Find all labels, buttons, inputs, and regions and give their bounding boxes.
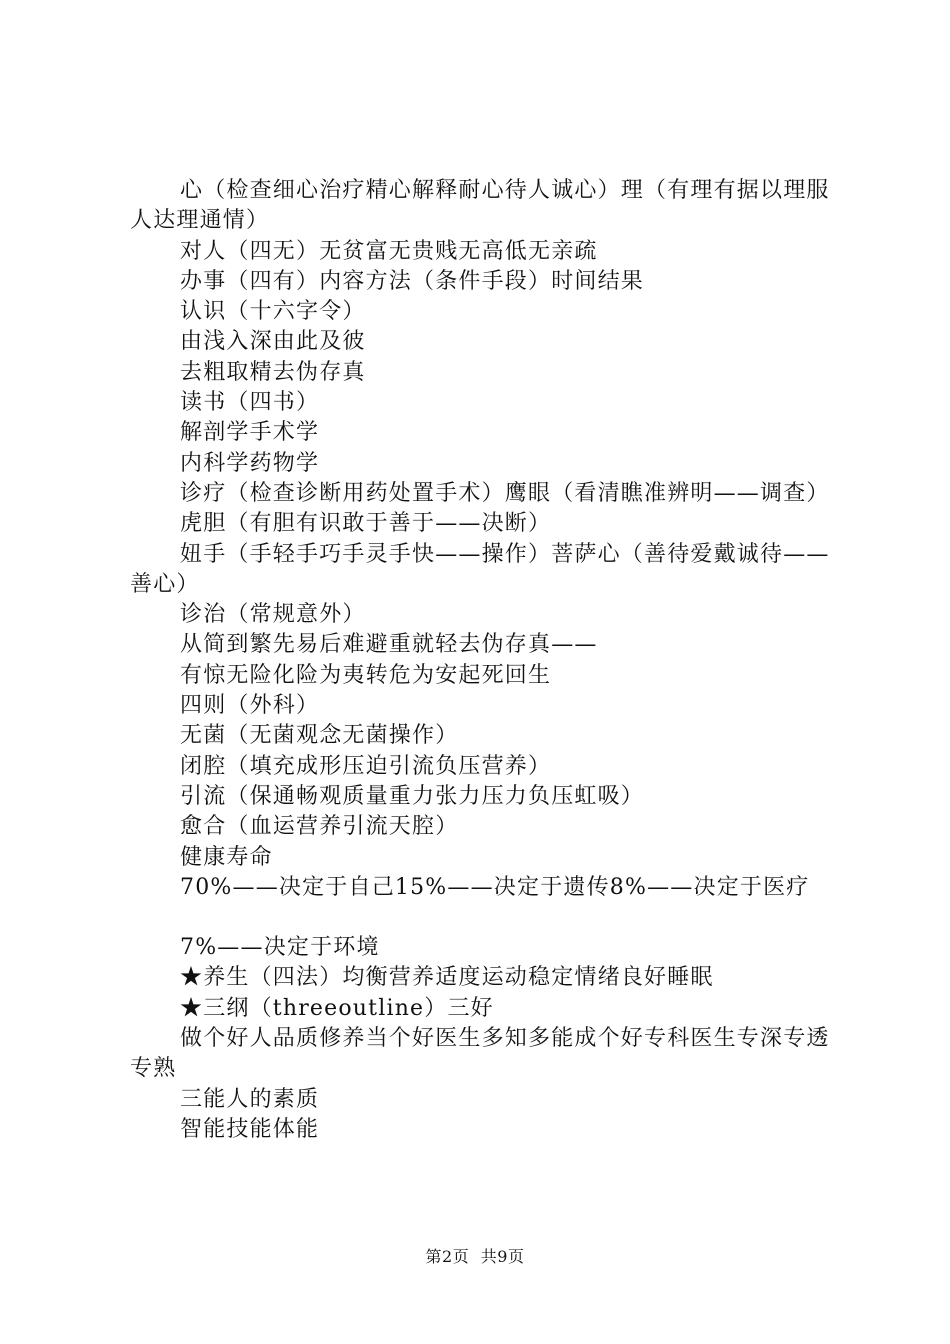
paragraph: 四则（外科） xyxy=(180,693,320,719)
paragraph: 读书（四书） xyxy=(180,390,320,416)
paragraph: 认识（十六字令） xyxy=(180,299,366,325)
paragraph: 内科学药物学 xyxy=(180,450,320,476)
page-footer xyxy=(0,1244,950,1267)
paragraph: 办事（四有）内容方法（条件手段）时间结果 xyxy=(180,268,645,294)
document-body xyxy=(130,176,832,1145)
paragraph: 做个好人品质修养当个好医生多知多能成个好专科医生专深专透专熟 xyxy=(130,1026,830,1082)
paragraph: 去粗取精去伪存真 xyxy=(180,359,366,385)
paragraph: 解剖学手术学 xyxy=(180,420,320,446)
paragraph: 妞手（手轻手巧手灵手快——操作）菩萨心（善待爱戴诚待——善心） xyxy=(130,541,830,597)
paragraph: 从简到繁先易后难避重就轻去伪存真—— xyxy=(180,632,598,658)
paragraph: 有惊无险化险为夷转危为安起死回生 xyxy=(180,662,552,688)
paragraph: 无菌（无菌观念无菌操作） xyxy=(180,723,459,749)
paragraph: 诊治（常规意外） xyxy=(180,602,366,628)
paragraph: 愈合（血运营养引流天腔） xyxy=(180,814,459,840)
paragraph: 对人（四无）无贫富无贵贱无高低无亲疏 xyxy=(180,238,598,264)
paragraph: 智能技能体能 xyxy=(180,1116,320,1142)
page-number: 第2页 xyxy=(425,1247,470,1266)
paragraph: 虎胆（有胆有识敢于善于——决断） xyxy=(180,511,552,537)
paragraph: ★三纲（threeoutline）三好 xyxy=(180,995,494,1021)
paragraph: 7%——决定于环境 xyxy=(180,935,380,961)
paragraph: 诊疗（检查诊断用药处置手术）鹰眼（看清瞧准辨明——调查） xyxy=(180,480,830,506)
paragraph: 闭腔（填充成形压迫引流负压营养） xyxy=(180,753,552,779)
paragraph: 三能人的素质 xyxy=(180,1086,320,1112)
paragraph: 由浅入深由此及彼 xyxy=(180,329,366,355)
paragraph: ★养生（四法）均衡营养适度运动稳定情绪良好睡眠 xyxy=(180,965,714,991)
paragraph: 心（检查细心治疗精心解释耐心待人诚心）理（有理有据以理服人达理通情） xyxy=(130,178,830,234)
page-total: 共9页 xyxy=(480,1247,525,1266)
paragraph: 健康寿命 xyxy=(180,844,273,870)
paragraph: 引流（保通畅观质量重力张力压力负压虹吸） xyxy=(180,783,645,809)
paragraph: 70%——决定于自己15%——决定于遗传8%——决定于医疗 xyxy=(180,874,810,900)
